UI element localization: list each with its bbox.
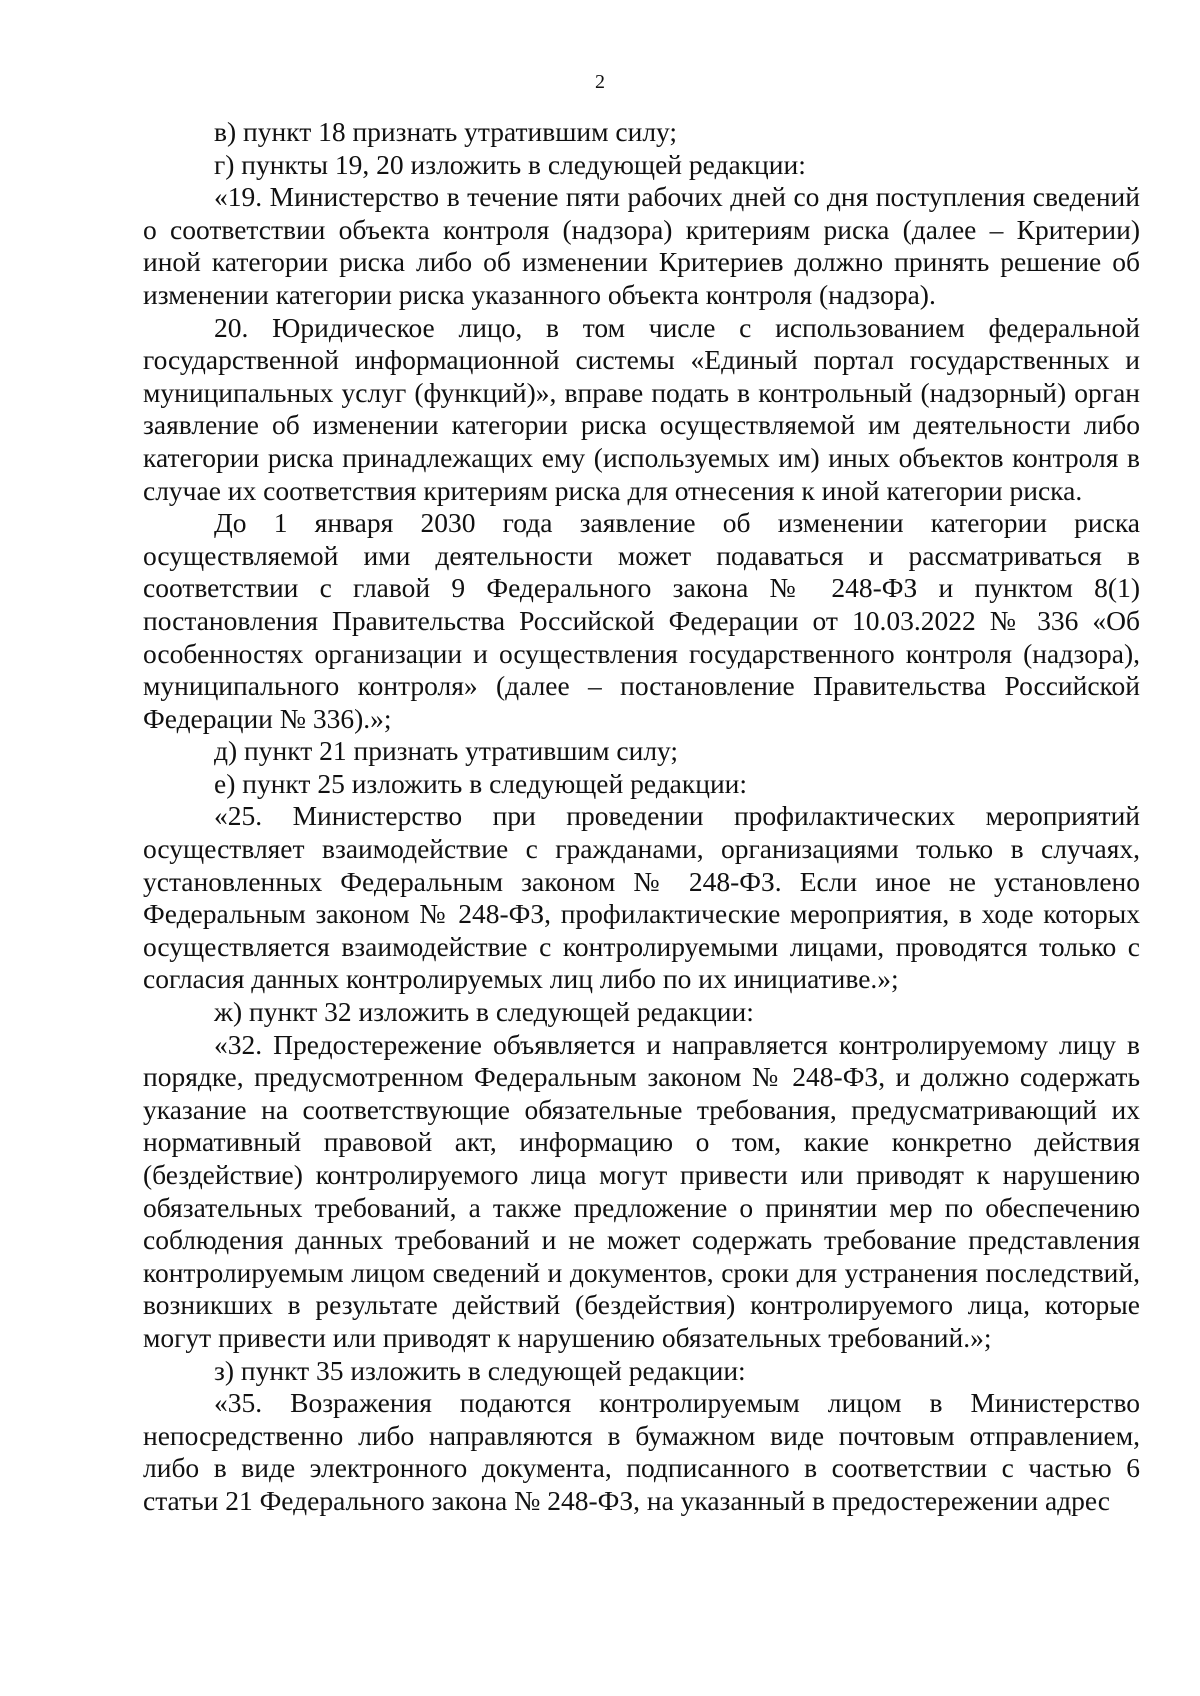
paragraph-item-g: г) пункты 19, 20 изложить в следующей редакции: — [214, 148, 806, 180]
paragraph-item-e: е) пункт 25 изложить в следующей редакции: — [214, 767, 748, 799]
page-number: 2 — [595, 71, 605, 93]
paragraph-clause-19: «19. Министерство в течение пяти рабочих дней со дня поступления сведений о соответствии объекта контроля (надзора) критериям риска (далее – Критерии) иной категории риска либо об изменении Критериев должно принять решение об изменении категории риска указанного объекта контроля (надзора). — [143, 181, 1140, 310]
paragraph-item-d: д) пункт 21 признать утратившим силу; — [214, 735, 679, 767]
paragraph-clause-35: «35. Возражения подаются контролируемым лицом в Министерство непосредственно либо направляются в бумажном виде почтовым отправлением, либо в виде электронного документа, подписанного в соответствии с частью 6 статьи 21 Федерального закона № 248-ФЗ, на указанный в предостережении адрес — [143, 1387, 1140, 1516]
paragraph-item-v: в) пункт 18 признать утратившим силу; — [214, 116, 678, 147]
paragraph-item-z: з) пункт 35 изложить в следующей редакции: — [214, 1354, 746, 1386]
paragraph-clause-20-continued: До 1 января 2030 года заявление об изменении категории риска осуществляемой ими деятельности может подаваться и рассматриваться в соответствии с главой 9 Федерального закона № 248-ФЗ и пунктом 8(1) постановления Правительства Российской Федерации от 10.03.2022 № 336 «Об особенностях организации и осуществления государственного контроля (надзора), муниципального контроля» (далее – постановление Правительства Российской Федерации № 336).»; — [143, 507, 1140, 734]
document-body — [143, 116, 1140, 1518]
paragraph-clause-32: «32. Предостережение объявляется и направляется контролируемому лицу в порядке, предусмотренном Федеральным законом № 248-ФЗ, и должно содержать указание на соответствующие обязательные требования, предусматривающий их нормативный правовой акт, информацию о том, какие конкретно действия (бездействие) контролируемого лица могут привести или приводят к нарушению обязательных требований, а также предложение о принятии мер по обеспечению соблюдения данных требований и не может содержать требование представления контролируемым лицом сведений и документов, сроки для устранения последствий, возникших в результате действий (бездействия) контролируемого лица, которые могут привести или приводят к нарушению обязательных требований.»; — [143, 1028, 1140, 1353]
paragraph-item-zh: ж) пункт 32 изложить в следующей редакции: — [214, 996, 754, 1028]
paragraph-clause-25: «25. Министерство при проведении профилактических мероприятий осуществляет взаимодействие с гражданами, организациями только в случаях, установленных Федеральным законом № 248-ФЗ. Если иное не установлено Федеральным законом № 248-ФЗ, профилактические мероприятия, в ходе которых осуществляется взаимодействие с контролируемыми лицами, проводятся только с согласия данных контролируемых лиц либо по их инициативе.»; — [143, 800, 1140, 995]
paragraph-clause-20: 20. Юридическое лицо, в том числе с использованием федеральной государственной информационной системы «Единый портал государственных и муниципальных услуг (функций)», вправе подать в контрольный (надзорный) орган заявление об изменении категории риска осуществляемой им деятельности либо категории риска принадлежащих ему (используемых им) иных объектов контроля в случае их соответствия критериям риска для отнесения к иной категории риска. — [143, 311, 1140, 506]
